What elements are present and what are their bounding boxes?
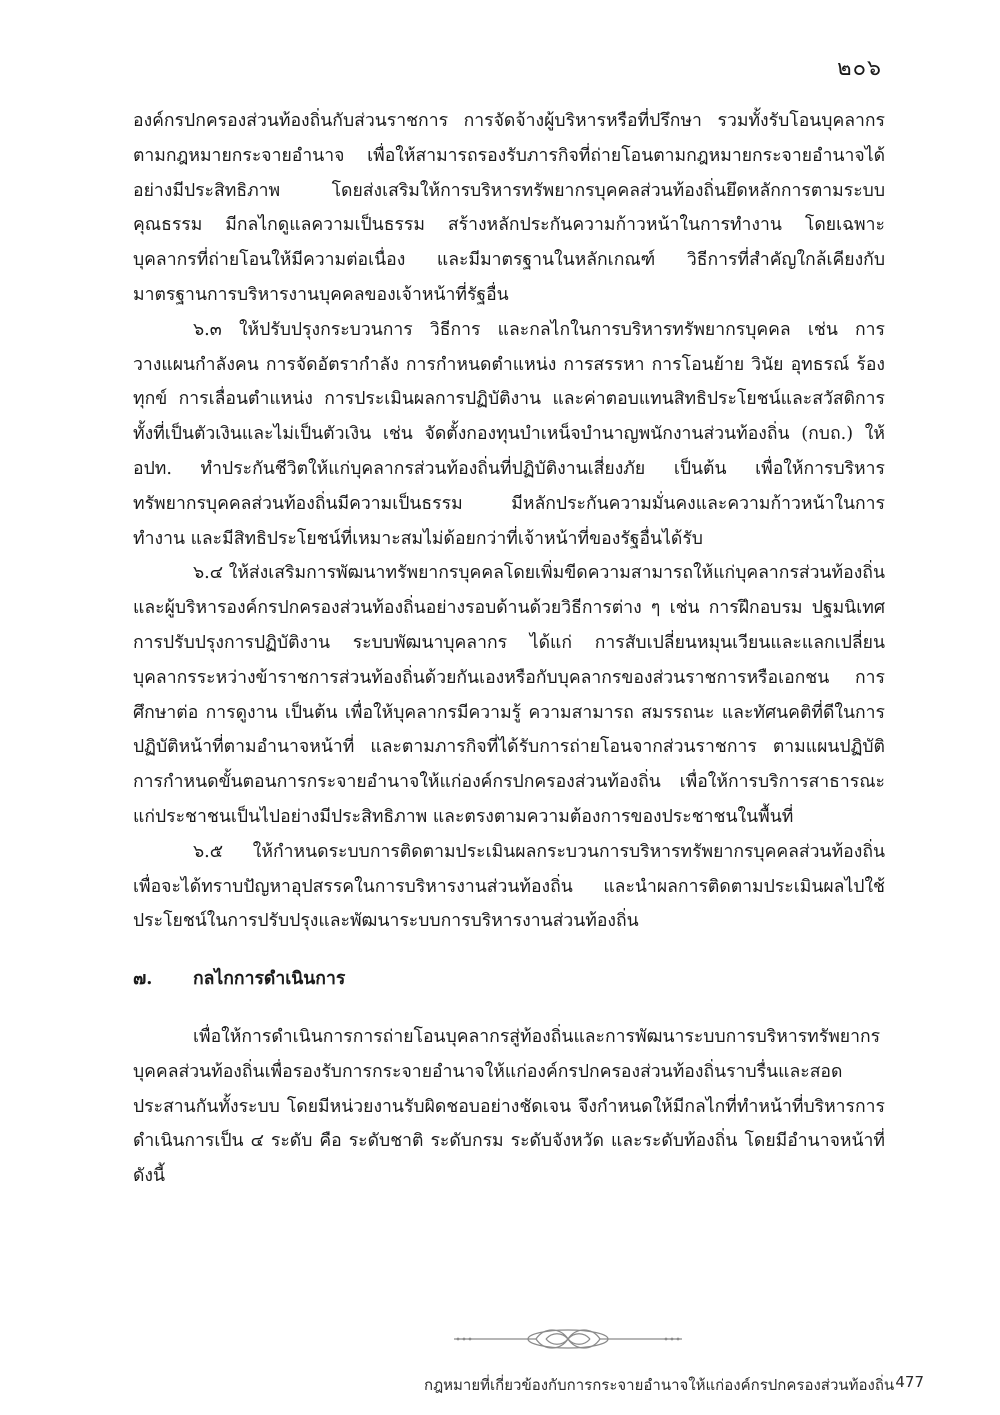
- section-7-heading: [133, 962, 885, 997]
- footer-book-title: กฎหมายที่เกี่ยวข้องกับการกระจายอำนาจให้แก่องค์กรปกครองส่วนท้องถิ่น: [424, 1376, 895, 1394]
- page-footer: [424, 1373, 924, 1397]
- section-7-number: ๗.: [133, 968, 153, 990]
- paragraph-6-5: ๖.๕ ให้กำหนดระบบการติดตามประเมินผลกระบวนการบริหารทรัพยากรบุคคลส่วนท้องถิ่น เพื่อจะได้ทราบปัญหาอุปสรรคในการบริหารงานส่วนท้องถิ่น และนำผลการติดตามประเมินผลไปใช้ประโยชน์ในการปรับปรุงและพัฒนาระบบการบริหารงานส่วนท้องถิ่น: [133, 841, 885, 932]
- decorative-scroll-divider-icon: [448, 1322, 688, 1356]
- paragraph-6-3: ๖.๓ ให้ปรับปรุงกระบวนการ วิธีการ และกลไกในการบริหารทรัพยากรบุคคล เช่น การวางแผนกำลังคน การจัดอัตรากำลัง การกำหนดตำแหน่ง การสรรหา การโอนย้าย วินัย อุทธรณ์ ร้องทุกข์ การเลื่อนตำแหน่ง การประเมินผลการปฏิบัติงาน และค่าตอบแทนสิทธิประโยชน์และสวัสดิการทั้งที่เป็นตัวเงินและไม่เป็นตัวเงิน เช่น จัดตั้งกองทุนบำเหน็จบำนาญพนักงานส่วนท้องถิ่น (กบถ.) ให้ อปท. ทำประกันชีวิตให้แก่บุคลากรส่วนท้องถิ่นที่ปฏิบัติงานเสี่ยงภัย เป็นต้น เพื่อให้การบริหารทรัพยากรบุคคลส่วนท้องถิ่นมีความเป็นธรรม มีหลักประกันความมั่นคงและความก้าวหน้าในการทำงาน และมีสิทธิประโยชน์ที่เหมาะสมไม่ด้อยกว่าที่เจ้าหน้าที่ของรัฐอื่นได้รับ: [133, 319, 885, 549]
- paragraph-section-7: เพื่อให้การดำเนินการการถ่ายโอนบุคลากรสู่ท้องถิ่นและการพัฒนาระบบการบริหารทรัพยากรบุคคลส่วนท้องถิ่นเพื่อรองรับการกระจายอำนาจให้แก่องค์กรปกครองส่วนท้องถิ่นราบรื่นและสอดประสานกันทั้งระบบ โดยมีหน่วยงานรับผิดชอบอย่างชัดเจน จึงกำหนดให้มีกลไกที่ทำหน้าที่บริหารการดำเนินการเป็น ๔ ระดับ คือ ระดับชาติ ระดับกรม ระดับจังหวัด และระดับท้องถิ่น โดยมีอำนาจหน้าที่ดังนี้: [133, 1026, 885, 1187]
- section-7-title: กลไกการดำเนินการ: [193, 968, 346, 990]
- paragraph-continuation: องค์กรปกครองส่วนท้องถิ่นกับส่วนราชการ การจัดจ้างผู้บริหารหรือที่ปรึกษา รวมทั้งรับโอนบุคลากรตามกฎหมายกระจายอำนาจ เพื่อให้สามารถรองรับภารกิจที่ถ่ายโอนตามกฎหมายกระจายอำนาจได้อย่างมีประสิทธิภาพ โดยส่งเสริมให้การบริหารทรัพยากรบุคคลส่วนท้องถิ่นยึดหลักการตามระบบคุณธรรม มีกลไกดูแลความเป็นธรรม สร้างหลักประกันความก้าวหน้าในการทำงาน โดยเฉพาะบุคลากรที่ถ่ายโอนให้มีความต่อเนื่อง และมีมาตรฐานในหลักเกณฑ์ วิธีการที่สำคัญใกล้เคียงกับมาตรฐานการบริหารงานบุคคลของเจ้าหน้าที่รัฐอื่น: [133, 111, 885, 305]
- document-body: [133, 104, 885, 1194]
- footer-page-number: 477: [895, 1373, 924, 1391]
- page-number-thai: ๒๐๖: [837, 56, 882, 81]
- paragraph-6-4: ๖.๔ ให้ส่งเสริมการพัฒนาทรัพยากรบุคคลโดยเพิ่มขีดความสามารถให้แก่บุคลากรส่วนท้องถิ่นและผู้บริหารองค์กรปกครองส่วนท้องถิ่นอย่างรอบด้านด้วยวิธีการต่าง ๆ เช่น การฝึกอบรม ปฐมนิเทศ การปรับปรุงการปฏิบัติงาน ระบบพัฒนาบุคลากร ได้แก่ การสับเปลี่ยนหมุนเวียนและแลกเปลี่ยนบุคลากรระหว่างข้าราชการส่วนท้องถิ่นด้วยกันเองหรือกับบุคลากรของส่วนราชการหรือเอกชน การศึกษาต่อ การดูงาน เป็นต้น เพื่อให้บุคลากรมีความรู้ ความสามารถ สมรรถนะ และทัศนคติที่ดีในการปฏิบัติหน้าที่ตามอำนาจหน้าที่ และตามภารกิจที่ได้รับการถ่ายโอนจากส่วนราชการ ตามแผนปฏิบัติการกำหนดขั้นตอนการกระจายอำนาจให้แก่องค์กรปกครองส่วนท้องถิ่น เพื่อให้การบริการสาธารณะแก่ประชาชนเป็นไปอย่างมีประสิทธิภาพ และตรงตามความต้องการของประชาชนในพื้นที่: [133, 563, 885, 827]
